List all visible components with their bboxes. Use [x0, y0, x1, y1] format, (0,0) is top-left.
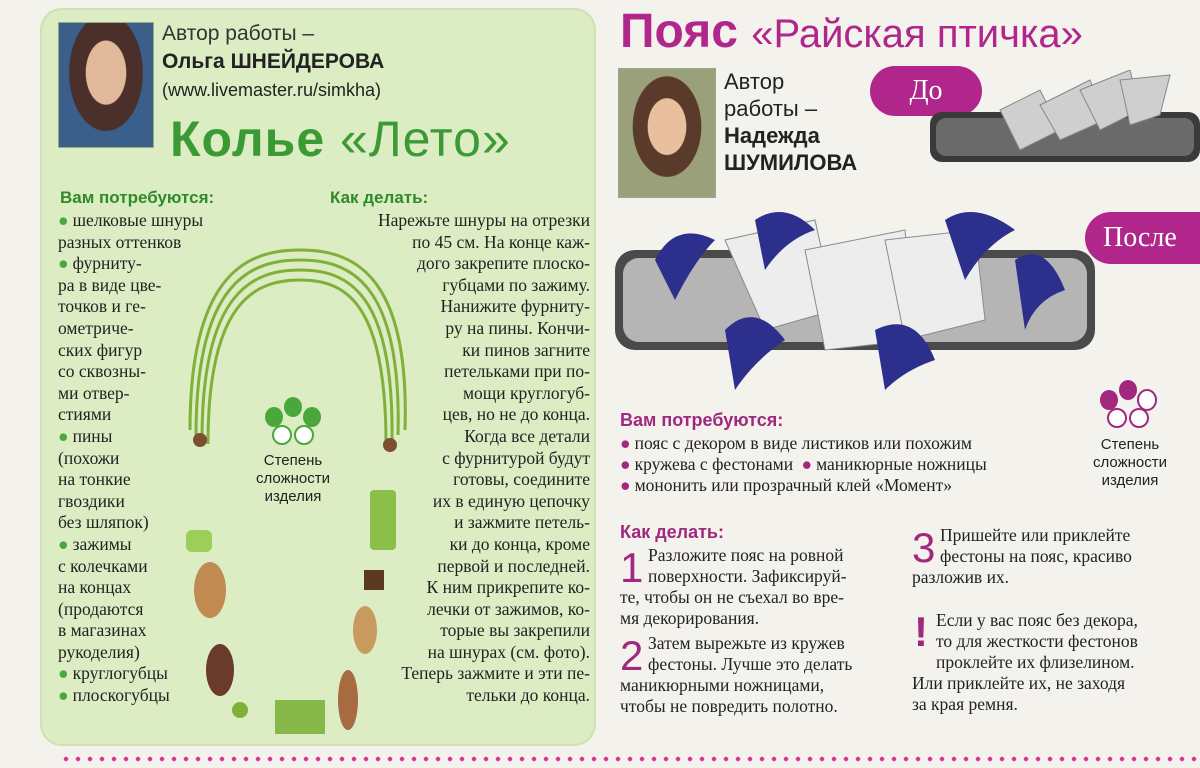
belt-needs-list [620, 433, 1090, 496]
author-prefix-line: Автор [724, 69, 785, 94]
difficulty-line: Степень [263, 452, 323, 469]
need-item-continued: точков и ге- [58, 296, 146, 317]
author-right [724, 68, 857, 176]
belt-need-item: ● пояс с декором в виде листиков или похожим [620, 433, 1090, 454]
howto-line: лечки от зажимов, ко- [427, 598, 590, 619]
step-line: поверхности. Зафиксируй- [648, 566, 847, 586]
howto-line: по 45 см. На конце каж- [412, 231, 590, 252]
step-1-text [620, 545, 890, 629]
step-3-number: 3 [912, 524, 936, 571]
difficulty-line: сложности [255, 470, 330, 487]
belt-need-item: ● мононить или прозрачный клей «Момент» [620, 475, 1090, 496]
necklace-title-word: Колье [170, 111, 326, 167]
step-line: Затем вырежьте из кружев [648, 633, 845, 653]
need-item-continued: ских фигур [58, 339, 143, 360]
need-item-start: ● шелковые шнуры [58, 210, 208, 232]
after-label: После [1085, 212, 1200, 264]
howto-line: Теперь зажмите и эти пе- [401, 663, 590, 684]
author-prefix-line: работы – [724, 96, 818, 121]
need-item-continued: (продаются [58, 598, 144, 619]
step-line: маникюрными ножницами, [620, 675, 825, 695]
tip-line: Или приклейте их, не заходя [912, 673, 1126, 693]
belt-needs-heading: Вам потребуются: [620, 410, 784, 430]
step-line: разложив их. [912, 567, 1010, 587]
howto-line: губцами по зажиму. [442, 274, 590, 295]
howto-line: мощи круглогуб- [462, 382, 590, 403]
howto-line: Когда все детали [464, 425, 590, 446]
belt-before-photo [930, 70, 1200, 180]
step-line: Пришейте или приклейте [940, 525, 1131, 545]
need-item-continued: стиями [58, 404, 112, 425]
belt-need-item: ● кружева с фестонами [620, 454, 793, 474]
need-item-start: ● круглогубцы [58, 663, 208, 685]
howto-line: и зажмите петель- [454, 512, 590, 533]
author-photo-right [618, 68, 716, 198]
difficulty-line: изделия [1101, 472, 1159, 489]
howto-line: торые вы закрепили [440, 620, 590, 641]
necklace-needs-heading: Вам потребуются: [60, 188, 215, 207]
step-2-text [620, 633, 890, 717]
need-item-start: ● фурниту- [58, 253, 208, 275]
need-item-continued: (похожи [58, 447, 120, 468]
tip-text [912, 610, 1192, 715]
necklace-howto-heading: Как делать: [330, 188, 429, 207]
necklace-title-quoted: «Лето» [340, 111, 511, 167]
dotted-divider [60, 756, 1200, 762]
step-line: те, чтобы он не съехал во вре- [620, 587, 844, 607]
howto-line: К ним прикрепите ко- [426, 577, 590, 598]
step-line: фестоны на пояс, красиво [940, 546, 1132, 566]
need-item-continued: ометриче- [58, 317, 134, 338]
step-1-number: 1 [620, 544, 644, 591]
tip-exclamation-icon: ! [914, 608, 928, 655]
howto-line: дого закрепите плоско- [417, 253, 590, 274]
author-prefix-left: Автор работы – [162, 22, 315, 45]
need-item-continued: на концах [58, 577, 132, 598]
howto-line: ки до конца, кроме [449, 533, 590, 554]
need-item-continued: гвоздики [58, 490, 125, 511]
howto-line: петельками при по- [444, 361, 590, 382]
difficulty-line: изделия [264, 488, 322, 505]
need-item-continued: в магазинах [58, 620, 147, 641]
belt-need-row [620, 454, 1090, 475]
difficulty-flower-left-icon [258, 395, 328, 445]
howto-line: с фурнитурой будут [442, 447, 590, 468]
need-item-continued: со сквозны- [58, 361, 146, 382]
howto-line: готовы, соедините [453, 469, 590, 490]
step-line: фестоны. Лучше это делать [648, 654, 853, 674]
tip-line: за края ремня. [912, 694, 1018, 714]
need-item-continued: без шляпок) [58, 512, 149, 533]
belt-title [620, 4, 1083, 59]
need-item-start: ● плоскогубцы [58, 685, 208, 707]
step-2-number: 2 [620, 632, 644, 679]
tip-line: проклейте их флизелином. [936, 652, 1135, 672]
difficulty-line: сложности [1092, 454, 1167, 471]
step-3-text [912, 525, 1192, 588]
howto-line: Нарежьте шнуры на отрезки [378, 210, 590, 230]
author-url: (www.livemaster.ru/simkha) [162, 80, 382, 100]
need-item-start: ● зажимы [58, 534, 208, 556]
need-item-continued: рукоделия) [58, 641, 140, 662]
author-photo-left [58, 22, 154, 148]
difficulty-flower-right-icon [1093, 378, 1163, 428]
author-name-left: Ольга ШНЕЙДЕРОВА [162, 50, 385, 73]
need-item-continued: разных оттенков [58, 231, 182, 252]
step-line: мя декорирования. [620, 608, 760, 628]
need-item-continued: ми отвер- [58, 382, 130, 403]
howto-line: на шнурах (см. фото). [427, 641, 590, 662]
need-item-continued: на тонкие [58, 469, 131, 490]
belt-after-photo [615, 200, 1095, 395]
belt-howto-heading: Как делать: [620, 522, 724, 542]
howto-line: ру на пины. Кончи- [445, 317, 590, 338]
need-item-start: ● пины [58, 426, 208, 448]
necklace-title [170, 110, 511, 168]
step-line: чтобы не повредить полотно. [620, 696, 838, 716]
need-item-continued: ра в виде цве- [58, 274, 162, 295]
howto-line: ки пинов загните [462, 339, 590, 360]
author-name-line: ШУМИЛОВА [724, 150, 858, 175]
difficulty-line: Степень [1100, 436, 1160, 453]
howto-line: Нанижите фурниту- [440, 296, 590, 317]
tip-line: то для жесткости фестонов [936, 631, 1138, 651]
howto-line: их в единую цепочку [432, 490, 590, 511]
need-item-continued: с колечками [58, 555, 148, 576]
howto-line: первой и последней. [437, 555, 590, 576]
author-name-line: Надежда [724, 123, 820, 148]
step-line: Разложите пояс на ровной [648, 545, 844, 565]
difficulty-label-right [1075, 436, 1185, 490]
howto-line: тельки до конца. [466, 685, 590, 706]
before-label: До [870, 66, 982, 116]
belt-need-item: ● маникюрные ножницы [802, 454, 987, 474]
tip-line: Если у вас пояс без декора, [936, 610, 1138, 630]
belt-title-word: Пояс [620, 5, 738, 58]
difficulty-label-left [238, 452, 348, 506]
belt-title-quoted: «Райская птичка» [751, 12, 1083, 56]
howto-line: цев, но не до конца. [442, 404, 590, 425]
